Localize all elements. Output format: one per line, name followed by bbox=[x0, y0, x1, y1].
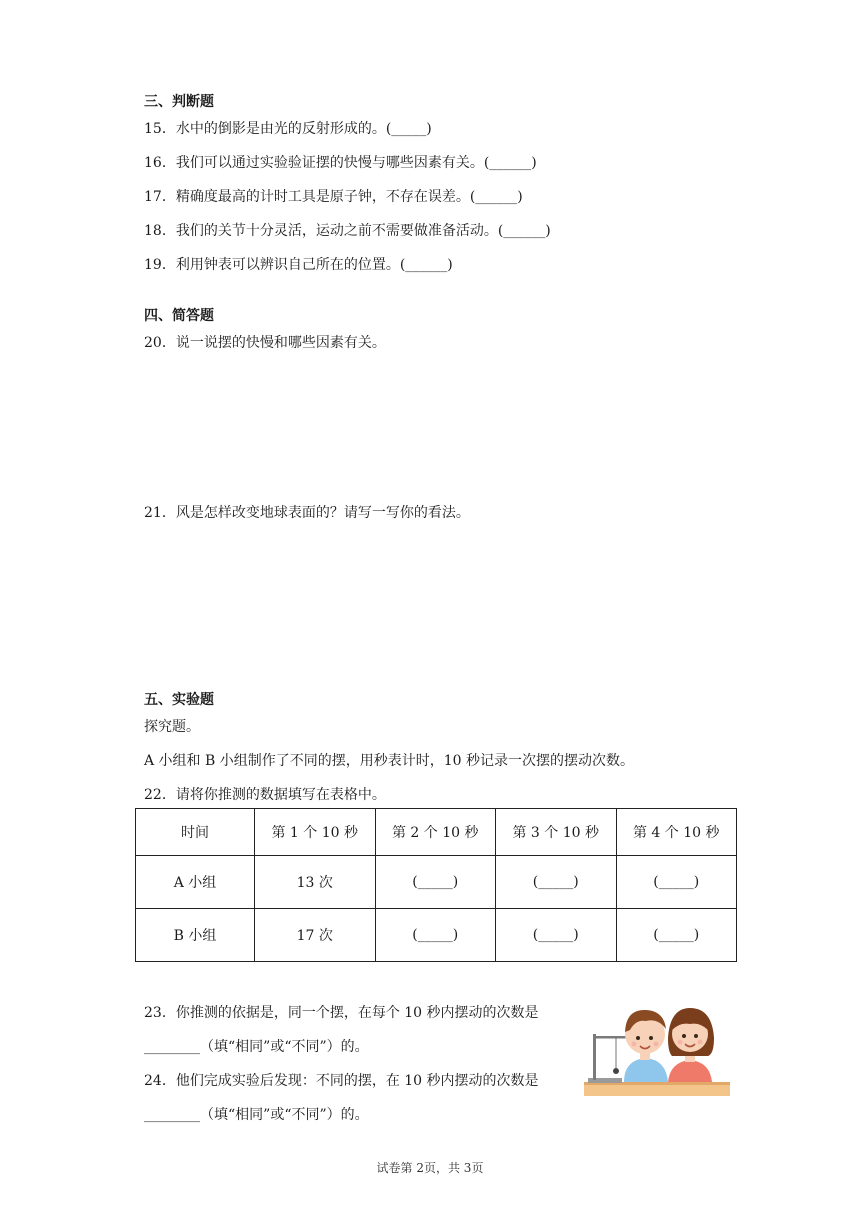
question-16: 16．我们可以通过实验验证摆的快慢与哪些因素有关。(______) bbox=[144, 155, 537, 171]
section-title-short: 四、简答题 bbox=[144, 308, 214, 324]
answer-blank[interactable]: (_____) bbox=[616, 856, 737, 909]
question-22: 22．请将你推测的数据填写在表格中。 bbox=[144, 787, 386, 803]
answer-blank[interactable]: (_____) bbox=[616, 909, 737, 962]
answer-blank[interactable]: (_____) bbox=[496, 856, 617, 909]
question-20: 20．说一说摆的快慢和哪些因素有关。 bbox=[144, 335, 386, 351]
table-cell: B 小组 bbox=[136, 909, 255, 962]
question-23-line-2: ________（填“相同”或“不同”）的。 bbox=[144, 1039, 369, 1055]
boy-figure bbox=[624, 1010, 668, 1082]
table-row bbox=[136, 909, 737, 962]
table-row bbox=[136, 856, 737, 909]
table-header-row bbox=[136, 809, 737, 856]
exp-intro-1: 探究题。 bbox=[144, 719, 200, 735]
girl-figure bbox=[668, 1008, 714, 1082]
data-table bbox=[135, 808, 737, 962]
page-footer: 试卷第 2页，共 3页 bbox=[376, 1161, 484, 1175]
question-21: 21．风是怎样改变地球表面的？请写一写你的看法。 bbox=[144, 505, 470, 521]
table-header-cell: 时间 bbox=[136, 809, 255, 856]
table-header-cell: 第 4 个 10 秒 bbox=[616, 809, 737, 856]
question-15: 15．水中的倒影是由光的反射形成的。(_____) bbox=[144, 121, 432, 137]
table-cell: 17 次 bbox=[255, 909, 376, 962]
answer-blank[interactable]: (_____) bbox=[375, 856, 496, 909]
question-17: 17．精确度最高的计时工具是原子钟，不存在误差。(______) bbox=[144, 189, 523, 205]
question-19: 19．利用钟表可以辨识自己所在的位置。(______) bbox=[144, 257, 453, 273]
table-header-cell: 第 1 个 10 秒 bbox=[255, 809, 376, 856]
answer-blank[interactable]: (_____) bbox=[375, 909, 496, 962]
section-title-judge: 三、判断题 bbox=[144, 94, 214, 110]
table-header-cell: 第 2 个 10 秒 bbox=[375, 809, 496, 856]
exp-intro-2: A 小组和 B 小组制作了不同的摆，用秒表计时，10 秒记录一次摆的摆动次数。 bbox=[144, 753, 635, 769]
children-pendulum-illustration bbox=[584, 996, 730, 1098]
question-24-line-2: ________（填“相同”或“不同”）的。 bbox=[144, 1107, 369, 1123]
question-18: 18．我们的关节十分灵活，运动之前不需要做准备活动。(______) bbox=[144, 223, 551, 239]
section-title-exp: 五、实验题 bbox=[144, 692, 214, 708]
table-header-cell: 第 3 个 10 秒 bbox=[496, 809, 617, 856]
pendulum-stand-icon bbox=[588, 1034, 629, 1083]
question-23-line-1: 23．你推测的依据是，同一个摆，在每个 10 秒内摆动的次数是 bbox=[144, 1005, 539, 1021]
table-cell: A 小组 bbox=[136, 856, 255, 909]
question-24-line-1: 24．他们完成实验后发现：不同的摆，在 10 秒内摆动的次数是 bbox=[144, 1073, 539, 1089]
table-cell: 13 次 bbox=[255, 856, 376, 909]
answer-blank[interactable]: (_____) bbox=[496, 909, 617, 962]
